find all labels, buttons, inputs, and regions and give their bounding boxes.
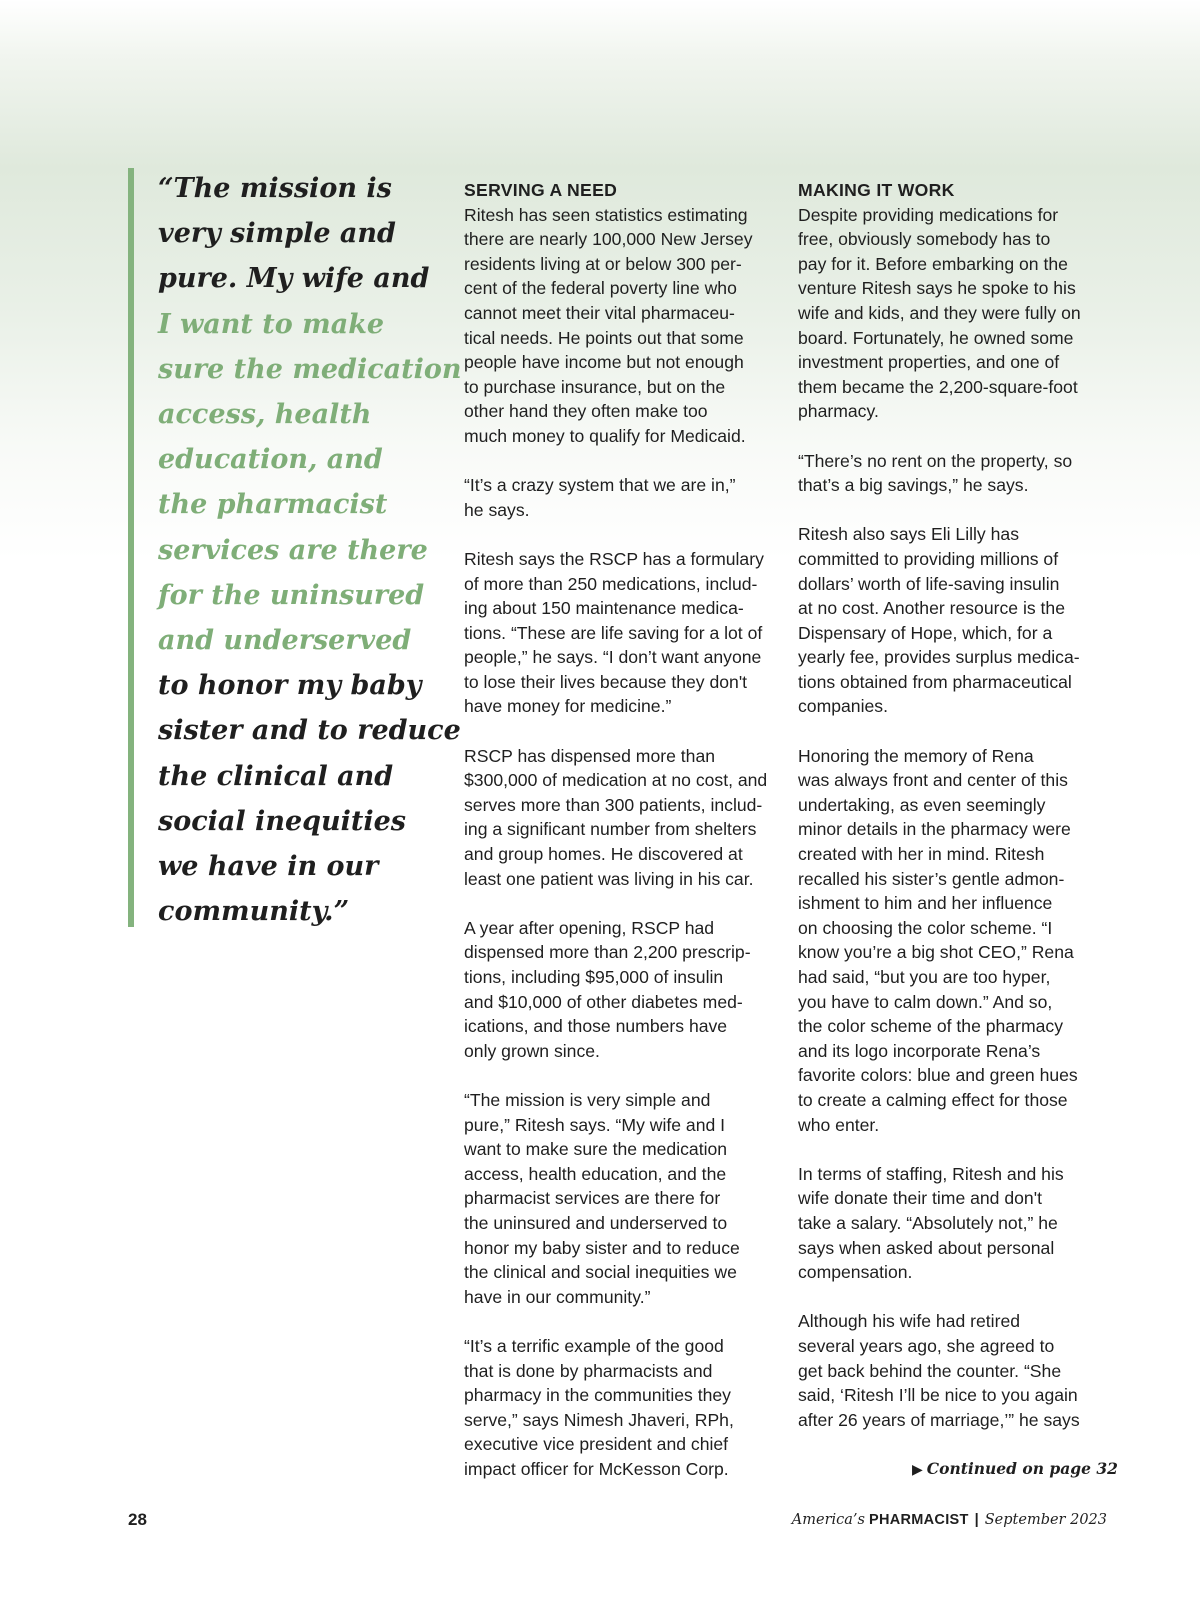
pull-quote-line: and underserved: [158, 625, 412, 657]
paragraph-line: yearly fee, provides surplus medica-: [798, 647, 1080, 668]
section-heading-serving-a-need: SERVING A NEED: [464, 180, 618, 200]
paragraph-line: “It’s a terrific example of the good: [464, 1335, 724, 1356]
paragraph-line: pay for it. Before embarking on the: [798, 253, 1068, 274]
paragraph-line: on choosing the color scheme. “I: [798, 917, 1053, 938]
paragraph-line: want to make sure the medication: [464, 1139, 728, 1160]
magazine-name-prefix: America’s: [791, 1512, 865, 1528]
paragraph-line: companies.: [798, 696, 888, 717]
paragraph-line: Despite providing medications for: [798, 204, 1059, 225]
paragraph-line: undertaking, as even seemingly: [798, 794, 1046, 815]
pull-quote-line: to honor my baby: [158, 670, 422, 702]
paragraph-line: pharmacy.: [798, 401, 879, 422]
body-paragraph: [464, 473, 782, 522]
body-paragraph: [464, 1334, 782, 1482]
body-paragraph: [464, 916, 782, 1064]
body-paragraph: [464, 744, 782, 892]
paragraph-line: tions obtained from pharmaceutical: [798, 671, 1072, 692]
paragraph-line: “The mission is very simple and: [464, 1089, 711, 1110]
paragraph-line: “There’s no rent on the property, so: [798, 450, 1073, 471]
pull-quote-line: education, and: [158, 444, 383, 476]
body-paragraph: [798, 744, 1116, 1138]
paragraph-line: least one patient was living in his car.: [464, 868, 754, 889]
issue-date: September 2023: [984, 1512, 1107, 1528]
paragraph-line: people have income but not enough: [464, 352, 744, 373]
paragraph-line: people,” he says. “I don’t want anyone: [464, 647, 762, 668]
paragraph-line: A year after opening, RSCP had: [464, 917, 715, 938]
paragraph-line: serve,” says Nimesh Jhaveri, RPh,: [464, 1409, 734, 1430]
paragraph-line: take a salary. “Absolutely not,” he: [798, 1212, 1058, 1233]
pull-quote-line: we have in our: [158, 851, 379, 883]
pull-quote-line: access, health: [158, 399, 372, 431]
pull-quote-line: I want to make: [158, 308, 385, 340]
paragraph-line: committed to providing millions of: [798, 548, 1059, 569]
paragraph-line: said, ‘Ritesh I’ll be nice to you again: [798, 1385, 1078, 1406]
paragraph-line: to create a calming effect for those: [798, 1089, 1068, 1110]
paragraph-line: and its logo incorporate Rena’s: [798, 1040, 1041, 1061]
paragraph-line: ing a significant number from shelters: [464, 819, 757, 840]
paragraph-line: and $10,000 of other diabetes med-: [464, 991, 743, 1012]
paragraph-line: several years ago, she agreed to: [798, 1335, 1055, 1356]
paragraph-line: venture Ritesh says he spoke to his: [798, 278, 1076, 299]
pull-quote-line: “The mission is: [158, 173, 392, 204]
continued-link[interactable]: [912, 1459, 1118, 1478]
pull-quote-line: sister and to reduce: [158, 715, 461, 747]
paragraph-line: pure,” Ritesh says. “My wife and I: [464, 1114, 726, 1135]
paragraph-line: wife and kids, and they were fully on: [798, 302, 1081, 323]
body-paragraph: [798, 449, 1116, 498]
paragraph-line: dollars’ worth of life-saving insulin: [798, 573, 1060, 594]
column-making-it-work: [798, 178, 1116, 1457]
pull-quote-line: community.”: [158, 896, 350, 928]
page-number: 28: [128, 1510, 147, 1529]
body-paragraph: [464, 547, 782, 719]
paragraph-line: at no cost. Another resource is the: [798, 598, 1065, 619]
paragraph-line: minor details in the pharmacy were: [798, 819, 1071, 840]
paragraph-line: impact officer for McKesson Corp.: [464, 1458, 729, 1479]
column-body: [798, 203, 1116, 1433]
body-paragraph: [798, 1309, 1116, 1432]
paragraph-line: them became the 2,200-square-foot: [798, 376, 1078, 397]
paragraph-line: pharmacist services are there for: [464, 1188, 721, 1209]
paragraph-line: ing about 150 maintenance medica-: [464, 598, 744, 619]
paragraph-line: honor my baby sister and to reduce: [464, 1237, 740, 1258]
paragraph-line: Ritesh says the RSCP has a formulary: [464, 548, 764, 569]
paragraph-line: Although his wife had retired: [798, 1311, 1021, 1332]
pull-quote: [158, 166, 462, 934]
paragraph-line: who enter.: [798, 1114, 880, 1135]
paragraph-line: recalled his sister’s gentle admon-: [798, 868, 1065, 889]
paragraph-line: Ritesh has seen statistics estimating: [464, 204, 748, 225]
paragraph-line: tical needs. He points out that some: [464, 327, 744, 348]
paragraph-line: Ritesh also says Eli Lilly has: [798, 524, 1019, 545]
paragraph-line: had said, “but you are too hyper,: [798, 967, 1051, 987]
paragraph-line: access, health education, and the: [464, 1163, 727, 1184]
paragraph-line: the clinical and social inequities we: [464, 1262, 737, 1283]
paragraph-line: residents living at or below 300 per-: [464, 253, 742, 274]
pull-quote-line: the clinical and: [158, 760, 394, 792]
paragraph-line: favorite colors: blue and green hues: [798, 1065, 1078, 1086]
paragraph-line: have in our community.”: [464, 1286, 651, 1307]
column-serving-a-need: [464, 178, 782, 1506]
paragraph-line: that is done by pharmacists and: [464, 1360, 713, 1381]
paragraph-line: to lose their lives because they don't: [464, 671, 748, 692]
paragraph-line: there are nearly 100,000 New Jersey: [464, 229, 753, 250]
publication-footer: [792, 1512, 1107, 1528]
paragraph-line: board. Fortunately, he owned some: [798, 327, 1074, 348]
continued-label: Continued on page 32: [926, 1459, 1118, 1478]
footer-separator: |: [974, 1512, 979, 1528]
paragraph-line: other hand they often make too: [464, 401, 708, 422]
paragraph-line: cannot meet their vital pharmaceu-: [464, 302, 735, 323]
paragraph-line: says when asked about personal: [798, 1237, 1055, 1258]
paragraph-line: cent of the federal poverty line who: [464, 278, 737, 299]
paragraph-line: Dispensary of Hope, which, for a: [798, 622, 1053, 643]
paragraph-line: serves more than 300 patients, includ-: [464, 794, 763, 815]
paragraph-line: Honoring the memory of Rena: [798, 745, 1034, 766]
column-body: [464, 203, 782, 1482]
pull-quote-line: services are there: [158, 534, 428, 566]
paragraph-line: the uninsured and underserved to: [464, 1212, 728, 1233]
pull-quote-line: pure. My wife and: [158, 263, 430, 295]
pull-quote-line: sure the medication: [158, 353, 462, 385]
paragraph-line: tions, including $95,000 of insulin: [464, 967, 724, 987]
paragraph-line: RSCP has dispensed more than: [464, 745, 716, 766]
paragraph-line: know you’re a big shot CEO,” Rena: [798, 942, 1074, 963]
pull-quote-line: very simple and: [158, 218, 396, 250]
body-paragraph: [464, 1088, 782, 1309]
paragraph-line: “It’s a crazy system that we are in,”: [464, 475, 736, 496]
paragraph-line: tions. “These are life saving for a lot of: [464, 622, 763, 643]
paragraph-line: you have to calm down.” And so,: [798, 991, 1053, 1012]
paragraph-line: executive vice president and chief: [464, 1434, 729, 1455]
body-paragraph: [798, 522, 1116, 719]
paragraph-line: ishment to him and her influence: [798, 893, 1053, 914]
paragraph-line: free, obviously somebody has to: [798, 229, 1051, 250]
paragraph-line: compensation.: [798, 1262, 913, 1283]
paragraph-line: dispensed more than 2,200 prescrip-: [464, 942, 751, 963]
paragraph-line: $300,000 of medication at no cost, and: [464, 770, 768, 791]
pull-quote-line: the pharmacist: [158, 489, 388, 521]
paragraph-line: created with her in mind. Ritesh: [798, 844, 1045, 865]
paragraph-line: and group homes. He discovered at: [464, 844, 743, 865]
paragraph-line: get back behind the counter. “She: [798, 1360, 1062, 1381]
paragraph-line: after 26 years of marriage,’” he says: [798, 1409, 1080, 1430]
paragraph-line: he says.: [464, 499, 530, 520]
body-paragraph: [464, 203, 782, 449]
paragraph-line: the color scheme of the pharmacy: [798, 1016, 1064, 1037]
paragraph-line: In terms of staffing, Ritesh and his: [798, 1163, 1064, 1184]
play-triangle-icon: ▶: [912, 1462, 923, 1478]
body-paragraph: [798, 1162, 1116, 1285]
section-heading-making-it-work: MAKING IT WORK: [798, 180, 955, 200]
paragraph-line: pharmacy in the communities they: [464, 1385, 731, 1406]
paragraph-line: that’s a big savings,” he says.: [798, 475, 1029, 496]
paragraph-line: only grown since.: [464, 1040, 600, 1061]
paragraph-line: investment properties, and one of: [798, 352, 1060, 373]
paragraph-line: have money for medicine.”: [464, 696, 672, 717]
paragraph-line: ications, and those numbers have: [464, 1016, 728, 1037]
paragraph-line: of more than 250 medications, includ-: [464, 573, 758, 594]
paragraph-line: wife donate their time and don't: [798, 1188, 1042, 1209]
paragraph-line: much money to qualify for Medicaid.: [464, 425, 746, 446]
magazine-name: PHARMACIST: [869, 1512, 969, 1528]
pull-quote-line: for the uninsured: [158, 579, 425, 611]
body-paragraph: [798, 203, 1116, 424]
pull-quote-accent-bar: [128, 168, 134, 927]
paragraph-line: to purchase insurance, but on the: [464, 376, 726, 397]
pull-quote-line: social inequities: [158, 805, 406, 837]
paragraph-line: was always front and center of this: [798, 770, 1068, 791]
